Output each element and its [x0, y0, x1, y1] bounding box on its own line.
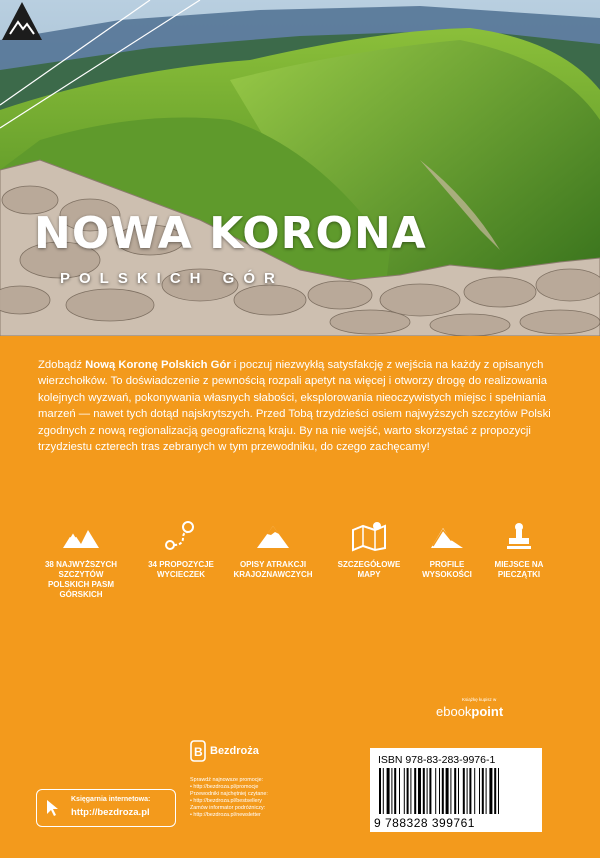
promo-line: Przewodniki najchętniej czytane:: [190, 791, 268, 797]
triangle-logo-icon: [0, 0, 44, 44]
ebookpoint-logo: [436, 704, 503, 719]
elevation-profile-icon: [427, 520, 467, 552]
bookstore-url[interactable]: http://bezdroza.pl: [71, 807, 150, 818]
promo-info: [190, 777, 340, 819]
online-bookstore-box[interactable]: [36, 789, 176, 827]
feature-maps: [328, 520, 410, 580]
barcode-number: 9 788328 399761: [374, 816, 475, 830]
map-icon: [349, 520, 389, 552]
cursor-click-icon: [43, 798, 65, 818]
description-lead: Zdobądź: [38, 359, 86, 371]
barcode-icon: [379, 768, 533, 814]
price-code: [526, 750, 556, 834]
mountains-icon: [61, 520, 101, 552]
feature-label: SZCZEGÓŁOWE MAPY: [337, 560, 401, 579]
feature-profiles: [406, 520, 488, 580]
ebook-brand-b: point: [471, 704, 504, 719]
feature-label: MIEJSCE NA PIECZĄTKI: [494, 560, 544, 579]
publisher-logo: [190, 740, 259, 762]
isbn-text: ISBN 978-83-283-9976-1: [378, 754, 496, 766]
ebook-caption: Książkę kupisz w: [462, 697, 497, 702]
description-body: i poczuj niezwykłą satysfakcję z wejścia na każdy z opisanych wierzchołków. To doświadczenie z pewnością rozpali apetyt na więcej i otworzy drogę do realizowania kolejnych wyzwań, pokonywania własnych słabości, eksplorowania nieoczywistych miejsc i spełniania marzeń — nawet tych dotąd najskrytszych. Przed Tobą trzydzieści osiem najwyższych szczytów Polski zgodnych z nową regionalizacją geograficzną kraju. By na nie wejść, warto skorzystać z propozycji trzydziestu czterech tras zebranych w tym przewodniku, do czego zachęcamy!: [38, 359, 551, 454]
route-icon: [161, 520, 201, 552]
feature-label: PROFILE WYSOKOŚCI: [422, 560, 472, 579]
book-subtitle: POLSKICH GÓR: [60, 270, 284, 287]
feature-routes: [140, 520, 222, 580]
feature-label: OPISY ATRAKCJI KRAJOZNAWCZYCH: [233, 560, 313, 579]
mountain-icon: [253, 520, 293, 552]
svg-text:B: B: [194, 745, 203, 759]
barcode-panel: [370, 748, 542, 832]
promo-line: Zamów informator podróżniczy:: [190, 805, 266, 811]
bezdroza-logo-icon: [190, 740, 206, 762]
feature-peaks: [40, 520, 122, 600]
features-row: [30, 520, 570, 630]
feature-stamps: [478, 520, 560, 580]
feature-attractions: [232, 520, 314, 580]
bookstore-label: Księgarnia internetowa:: [71, 796, 151, 803]
promo-line: Sprawdź najnowsze promocje:: [190, 777, 264, 783]
price-code-text: CENA 00,00 zł: [526, 769, 533, 809]
promo-link[interactable]: • http://bezdroza.pl/newsletter: [190, 812, 261, 818]
ebook-brand-a: ebook: [436, 704, 472, 719]
feature-label: 38 NAJWYŻSZYCH SZCZYTÓW POLSKICH PASM GÓRSKICH: [44, 560, 117, 599]
description-highlight: Nową Koronę Polskich Gór: [85, 359, 231, 371]
stamp-icon: [499, 520, 539, 552]
promo-link[interactable]: • http://bezdroza.pl/promocje: [190, 784, 259, 790]
publisher-name: Bezdroża: [210, 745, 259, 757]
promo-link[interactable]: • http://bezdroza.pl/bestsellery: [190, 798, 263, 804]
book-title: NOWA KORONA: [34, 208, 427, 259]
feature-label: 34 PROPOZYCJE WYCIECZEK: [148, 560, 214, 579]
description-text: [38, 357, 566, 455]
